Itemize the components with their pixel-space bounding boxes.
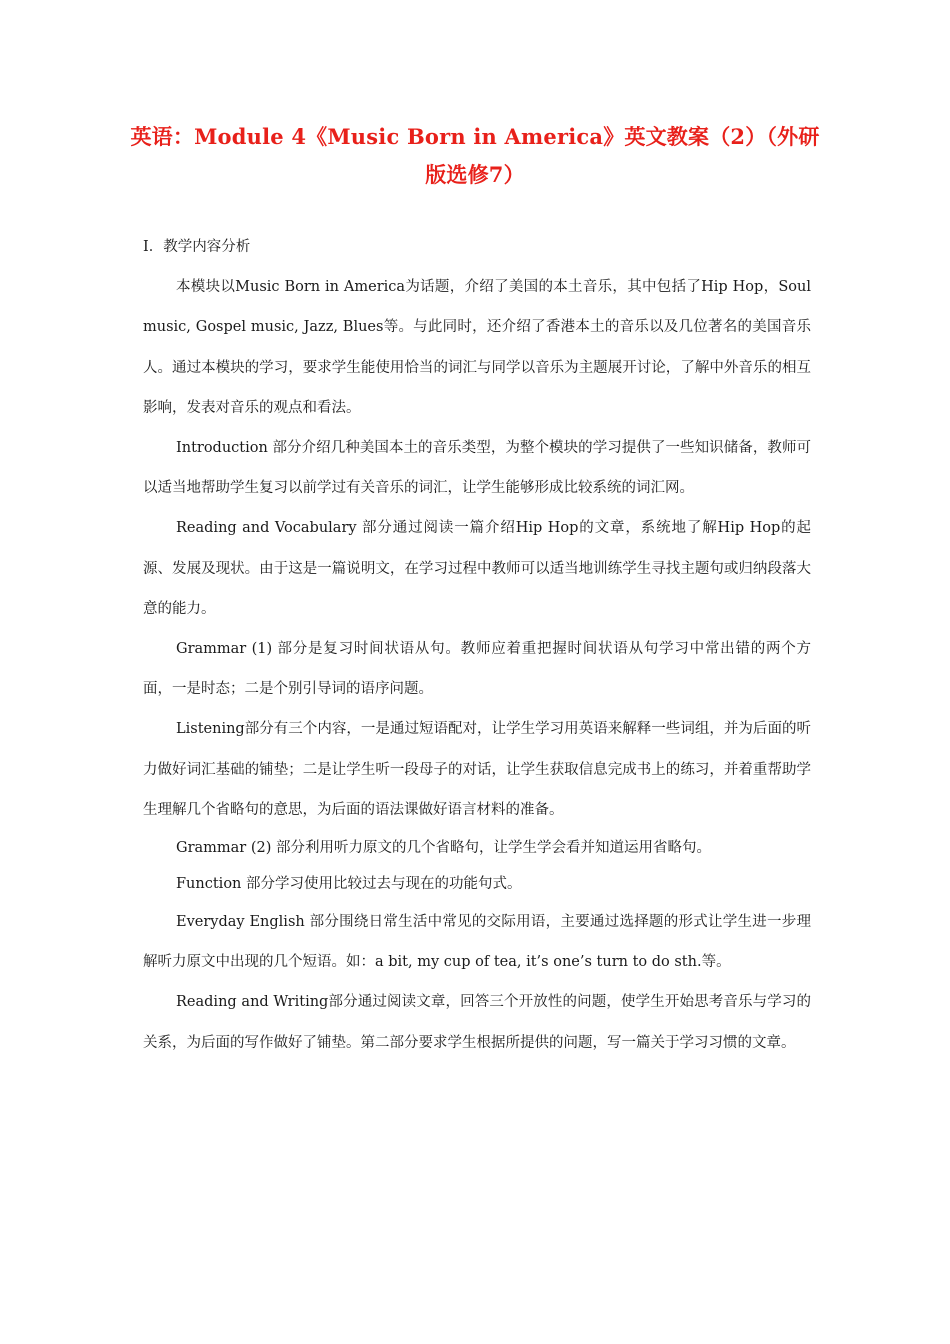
paragraph-overview: 本模块以Music Born in America为话题，介绍了美国的本土音乐，其中包括了Hip Hop，Soul music, Gospel music, Jazz, Blues等。与此同时，还介绍了香港本土的音乐以及几位著名的美国音乐人。通过本模块的学习，要求学生能使用恰当的词汇与同学以音乐为主题展开讨论，了解中外音乐的相互影响，发表对音乐的观点和看法。: [143, 279, 811, 416]
section-heading: I．教学内容分析: [143, 239, 251, 255]
paragraph-grammar-2: Grammar (2) 部分利用听力原文的几个省略句，让学生学会看并知道运用省略句。: [176, 840, 711, 857]
paragraph-everyday-english: Everyday English 部分围绕日常生活中常见的交际用语，主要通过选择题的形式让学生进一步理解听力原文中出现的几个短语。如：a bit, my cup of tea, it’s one’s turn to do sth.等。: [143, 914, 811, 971]
paragraph-listening: Listening部分有三个内容，一是通过短语配对，让学生学习用英语来解释一些词组，并为后面的听力做好词汇基础的铺垫；二是让学生听一段母子的对话，让学生获取信息完成书上的练习，并着重帮助学生理解几个省略句的意思，为后面的语法课做好语言材料的准备。: [143, 721, 811, 818]
paragraph-grammar-1: Grammar (1) 部分是复习时间状语从句。教师应着重把握时间状语从句学习中常出错的两个方面，一是时态；二是个别引导词的语序问题。: [143, 641, 811, 698]
paragraph-introduction: Introduction 部分介绍几种美国本土的音乐类型，为整个模块的学习提供了一些知识储备，教师可以适当地帮助学生复习以前学过有关音乐的词汇，让学生能够形成比较系统的词汇网。: [143, 440, 811, 497]
paragraph-reading-writing: Reading and Writing部分通过阅读文章，回答三个开放性的问题，使学生开始思考音乐与学习的关系，为后面的写作做好了铺垫。第二部分要求学生根据所提供的问题，写一篇关于学习习惯的文章。: [143, 994, 811, 1051]
paragraph-reading-vocabulary: Reading and Vocabulary 部分通过阅读一篇介绍Hip Hop的文章，系统地了解Hip Hop的起源、发展及现状。由于这是一篇说明文，在学习过程中教师可以适当地训练学生寻找主题句或归纳段落大意的能力。: [143, 520, 811, 617]
document-title: 英语：Module 4《Music Born in America》英文教案（2）（外研版选修7）: [130, 124, 820, 187]
paragraph-function: Function 部分学习使用比较过去与现在的功能句式。: [176, 876, 522, 893]
document-body: [143, 227, 811, 1063]
